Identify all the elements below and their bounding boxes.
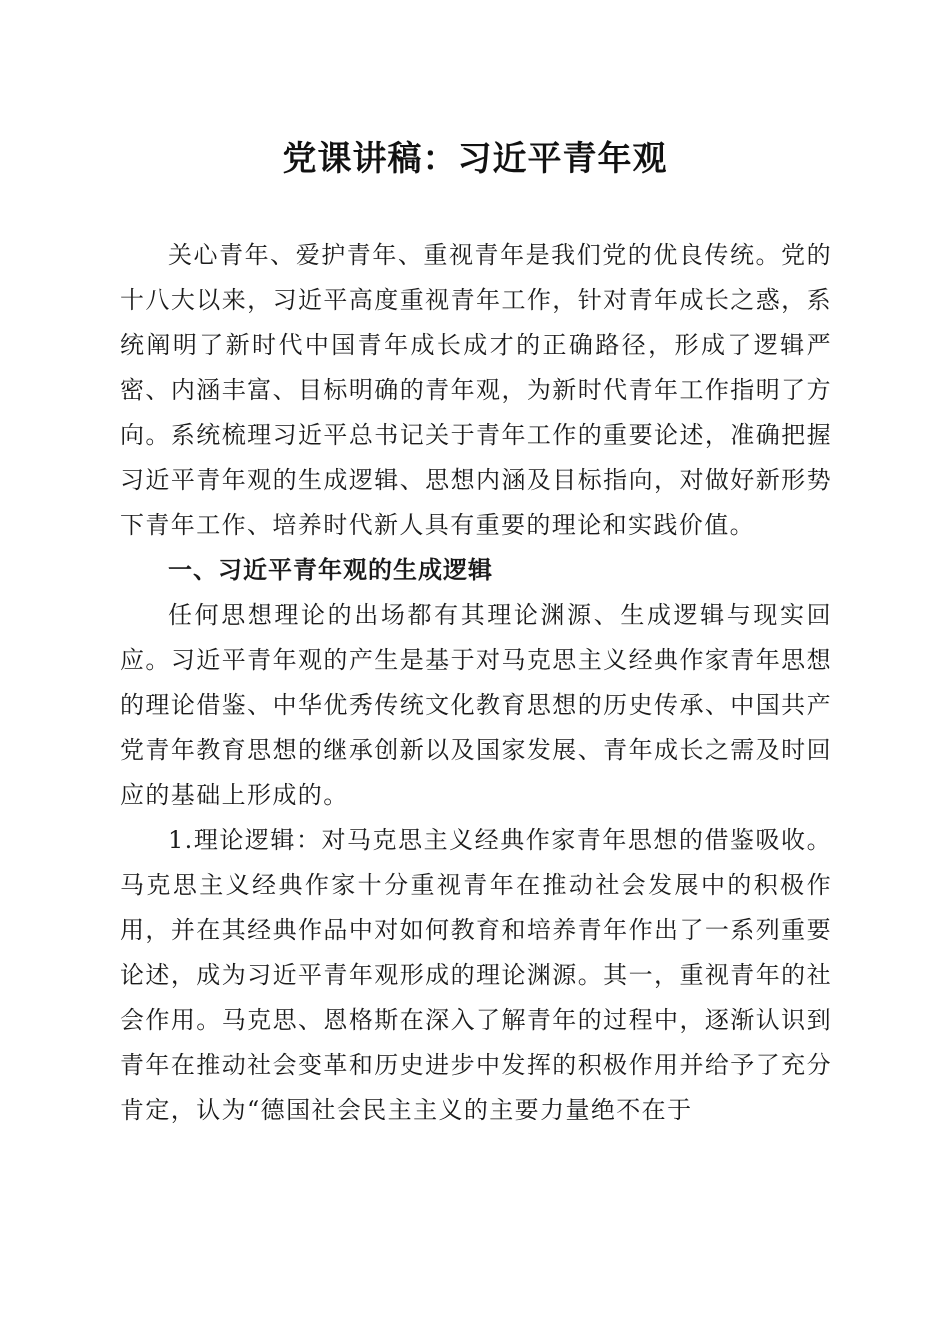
subsection-paragraph: 1.理论逻辑：对马克思主义经典作家青年思想的借鉴吸收。马克思主义经典作家十分重视青年在推动社会发展中的积极作用，并在其经典作品中对如何教育和培养青年作出了一系列重要论述，成为习近平青年观形成的理论渊源。其一，重视青年的社会作用。马克思、恩格斯在深入了解青年的过程中，逐渐认识到青年在推动社会变革和历史进步中发挥的积极作用并给予了充分肯定，认为“德国社会民主主义的主要力量绝不在于 bbox=[120, 826, 832, 1124]
section-heading: 一、习近平青年观的生成逻辑 bbox=[168, 556, 493, 584]
document-title: 党课讲稿：习近平青年观 bbox=[282, 139, 668, 179]
intro-paragraph: 关心青年、爱护青年、重视青年是我们党的优良传统。党的十八大以来，习近平高度重视青年工作，针对青年成长之惑，系统阐明了新时代中国青年成长成才的正确路径，形成了逻辑严密、内涵丰富、目标明确的青年观，为新时代青年工作指明了方向。系统梳理习近平总书记关于青年工作的重要论述，准确把握习近平青年观的生成逻辑、思想内涵及目标指向，对做好新形势下青年工作、培养时代新人具有重要的理论和实践价值。 bbox=[120, 241, 832, 539]
document-body bbox=[120, 233, 832, 1133]
section-paragraph: 任何思想理论的出场都有其理论渊源、生成逻辑与现实回应。习近平青年观的产生是基于对马克思主义经典作家青年思想的理论借鉴、中华优秀传统文化教育思想的历史传承、中国共产党青年教育思想的继承创新以及国家发展、青年成长之需及时回应的基础上形成的。 bbox=[120, 601, 832, 809]
